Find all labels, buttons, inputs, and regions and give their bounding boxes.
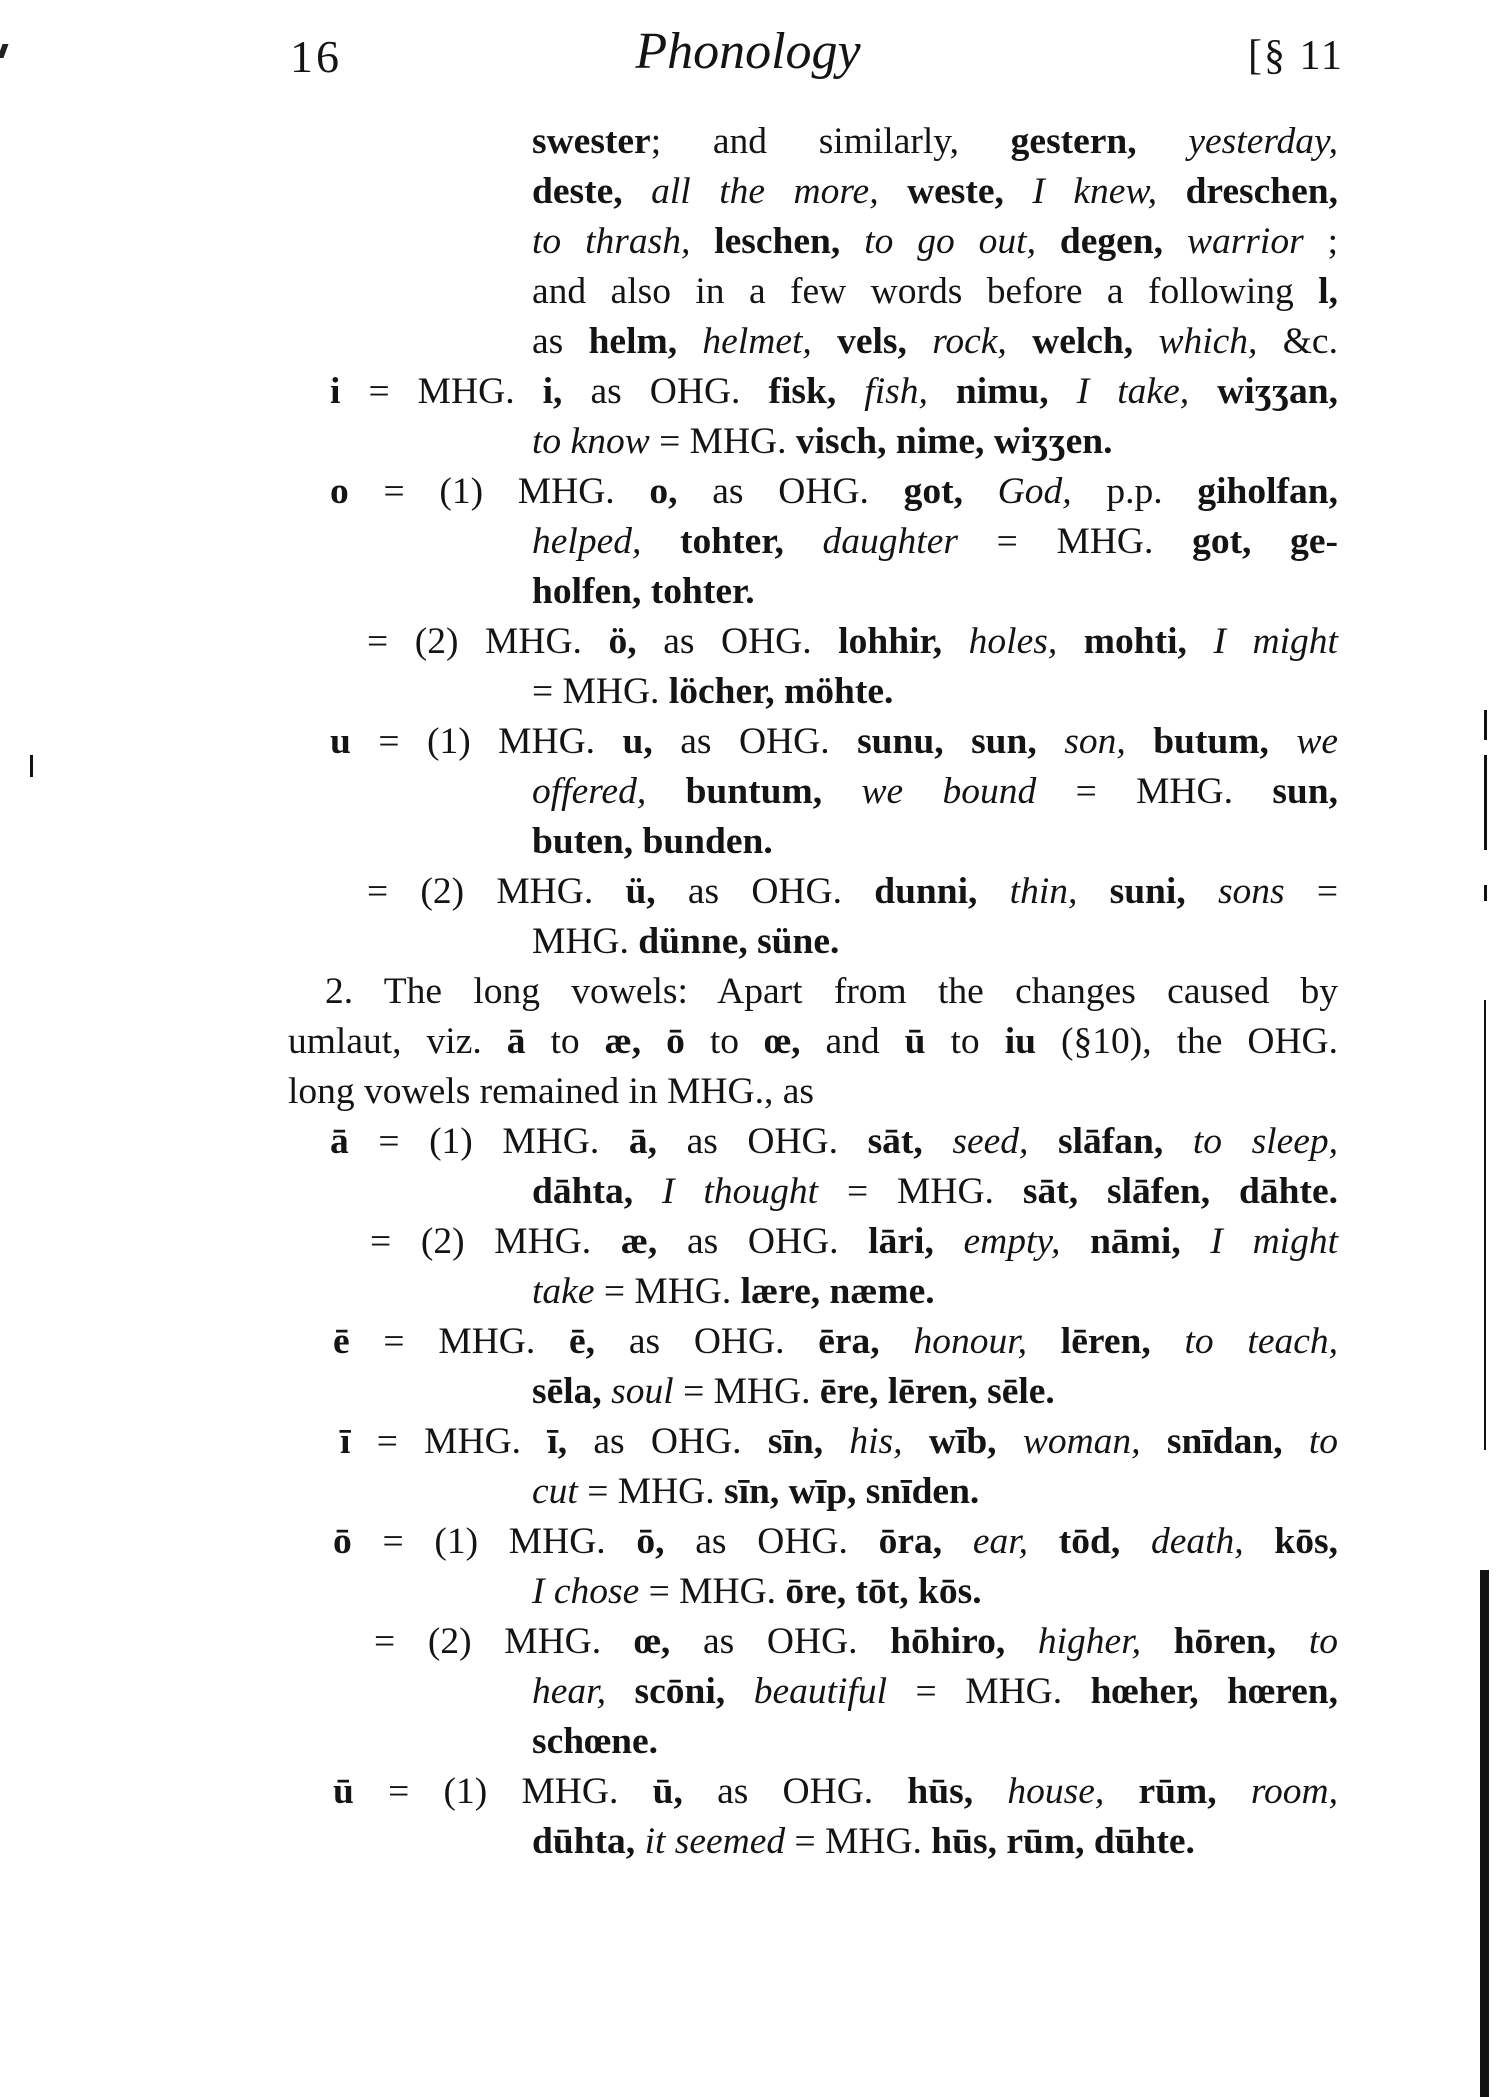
gloss: to know bbox=[532, 421, 650, 462]
scan-edge bbox=[1484, 885, 1487, 901]
bold-form: fisk, bbox=[768, 371, 865, 412]
bold-form: ū bbox=[333, 1771, 354, 1812]
text-run: ; bbox=[1303, 221, 1339, 262]
bold-form: rūm, bbox=[1138, 1771, 1251, 1812]
text-run: = (1) MHG. bbox=[350, 721, 623, 762]
gloss: we bound bbox=[861, 771, 1037, 812]
text-run: as OHG. bbox=[717, 1771, 908, 1812]
bold-form: nimu, bbox=[955, 371, 1077, 412]
gloss: which, bbox=[1158, 321, 1283, 362]
gloss: hear, bbox=[532, 1671, 635, 1712]
gloss: helmet, bbox=[702, 321, 838, 362]
bold-form: sīn, wīp, snīden. bbox=[723, 1471, 980, 1512]
text-run: = MHG. bbox=[1036, 771, 1273, 812]
bold-form: hōhiro, bbox=[890, 1621, 1038, 1662]
bold-form: swester bbox=[532, 121, 651, 162]
scan-edge bbox=[1484, 755, 1487, 850]
text-run: umlaut, viz. bbox=[288, 1021, 507, 1062]
text-run: as OHG. bbox=[686, 1221, 869, 1262]
text-line bbox=[370, 1217, 1338, 1267]
text-run: (§10), the OHG. bbox=[1035, 1021, 1338, 1062]
bold-form: slāfan, bbox=[1057, 1121, 1193, 1162]
text-line bbox=[532, 1817, 1195, 1867]
text-run: = (1) MHG. bbox=[353, 1771, 653, 1812]
text-line bbox=[330, 1117, 1338, 1167]
bold-form: æ, bbox=[620, 1221, 687, 1262]
gloss: we bbox=[1296, 721, 1339, 762]
bold-form: dreschen, bbox=[1185, 171, 1338, 212]
bold-form: dünne, süne. bbox=[638, 921, 840, 962]
gloss: I might bbox=[1210, 1221, 1338, 1262]
gloss: all the more, bbox=[651, 171, 908, 212]
bold-form: ū, bbox=[652, 1771, 718, 1812]
bold-form: ī bbox=[340, 1421, 351, 1462]
text-line bbox=[340, 1417, 1338, 1467]
text-run: = MHG. bbox=[350, 1421, 548, 1462]
bold-form: leschen, bbox=[714, 221, 865, 262]
text-run: = MHG. bbox=[887, 1671, 1091, 1712]
text-line bbox=[532, 267, 1338, 317]
text-run: long vowels remained in MHG., as bbox=[288, 1071, 814, 1112]
bold-form: sunu, sun, bbox=[857, 721, 1065, 762]
gloss: God, bbox=[997, 471, 1107, 512]
bold-form: ā bbox=[330, 1121, 349, 1162]
text-run: as OHG. bbox=[680, 721, 858, 762]
bold-form: sāt, bbox=[867, 1121, 953, 1162]
text-line bbox=[532, 1267, 935, 1317]
text-run: as OHG. bbox=[687, 871, 875, 912]
text-run: as OHG. bbox=[702, 1621, 891, 1662]
text-run: = MHG. bbox=[639, 1571, 786, 1612]
bold-form: suni, bbox=[1109, 871, 1218, 912]
text-line bbox=[532, 917, 839, 967]
text-line bbox=[532, 117, 1338, 167]
scan-edge bbox=[1480, 1570, 1489, 2097]
text-line bbox=[532, 1717, 658, 1767]
scan-edge bbox=[1484, 1000, 1486, 1450]
text-line bbox=[532, 567, 755, 617]
text-line bbox=[367, 867, 1338, 917]
text-run: as OHG. bbox=[663, 621, 839, 662]
gloss: to sleep, bbox=[1192, 1121, 1338, 1162]
bold-form: u bbox=[330, 721, 351, 762]
text-run: = (2) MHG. bbox=[374, 1621, 634, 1662]
bold-form: sun, bbox=[1272, 771, 1338, 812]
bold-form: ēre, lēren, sēle. bbox=[819, 1371, 1055, 1412]
bold-form: scōni, bbox=[634, 1671, 754, 1712]
bold-form: ū bbox=[904, 1021, 926, 1062]
bold-form: hœher, hœren, bbox=[1090, 1671, 1339, 1712]
bold-form: ō bbox=[333, 1521, 352, 1562]
gloss: his, bbox=[849, 1421, 929, 1462]
text-run: = bbox=[1284, 871, 1338, 912]
text-run: as OHG. bbox=[628, 1321, 819, 1362]
bold-form: deste, bbox=[532, 171, 652, 212]
gloss: to bbox=[1308, 1421, 1339, 1462]
bold-form: weste, bbox=[907, 171, 1033, 212]
text-run: and bbox=[825, 1021, 905, 1062]
text-line bbox=[532, 217, 1338, 267]
gloss: I chose bbox=[532, 1571, 640, 1612]
text-run: as OHG. bbox=[695, 1521, 879, 1562]
text-run: &c. bbox=[1282, 321, 1338, 362]
text-line bbox=[532, 1667, 1338, 1717]
text-run: = (1) MHG. bbox=[351, 1521, 637, 1562]
text-line bbox=[532, 667, 893, 717]
gloss: house, bbox=[1007, 1771, 1139, 1812]
gloss: sons bbox=[1217, 871, 1285, 912]
gloss: son, bbox=[1064, 721, 1154, 762]
text-line bbox=[532, 767, 1338, 817]
text-run: as bbox=[532, 321, 589, 362]
stray-mark bbox=[30, 755, 33, 777]
text-line bbox=[532, 517, 1338, 567]
text-line bbox=[288, 1017, 1338, 1067]
gloss: it seemed bbox=[644, 1821, 786, 1862]
running-header bbox=[0, 22, 1496, 92]
bold-form: got, ge- bbox=[1192, 521, 1338, 562]
gloss: soul bbox=[611, 1371, 674, 1412]
text-run: as OHG. bbox=[686, 1121, 868, 1162]
text-line bbox=[333, 1517, 1338, 1567]
bold-form: got, bbox=[903, 471, 998, 512]
bold-form: o, bbox=[649, 471, 713, 512]
bold-form: buten, bunden. bbox=[532, 821, 773, 862]
text-run: = MHG. bbox=[349, 1321, 570, 1362]
bold-form: ōre, tōt, kōs. bbox=[785, 1571, 982, 1612]
text-run: = MHG. bbox=[785, 1821, 932, 1862]
bold-form: ōra, bbox=[878, 1521, 973, 1562]
bold-form: i bbox=[330, 371, 341, 412]
text-line bbox=[532, 1467, 979, 1517]
scan-edge bbox=[1484, 710, 1487, 740]
bold-form: l, bbox=[1318, 271, 1338, 312]
gloss: woman, bbox=[1022, 1421, 1167, 1462]
bold-form: ēra, bbox=[818, 1321, 914, 1362]
gloss: helped, bbox=[532, 521, 681, 562]
bold-form: degen, bbox=[1059, 221, 1187, 262]
text-run: = (2) MHG. bbox=[367, 621, 609, 662]
bold-form: wīb, bbox=[928, 1421, 1023, 1462]
bold-form: sīn, bbox=[767, 1421, 850, 1462]
bold-form: ö, bbox=[608, 621, 664, 662]
bold-form: o bbox=[330, 471, 349, 512]
gloss: higher, bbox=[1037, 1621, 1174, 1662]
bold-form: vels, bbox=[837, 321, 933, 362]
bold-form: mohti, bbox=[1083, 621, 1214, 662]
bold-form: æ, ō bbox=[604, 1021, 685, 1062]
text-line bbox=[330, 367, 1338, 417]
bold-form: hōren, bbox=[1173, 1621, 1309, 1662]
bold-form: sāt, slāfen, dāhte. bbox=[1022, 1171, 1339, 1212]
bold-form: giholfan, bbox=[1197, 471, 1339, 512]
section-marker: [§ 11 bbox=[1248, 33, 1344, 79]
bold-form: sēla, bbox=[532, 1371, 612, 1412]
bold-form: welch, bbox=[1032, 321, 1159, 362]
text-run: as OHG. bbox=[590, 371, 769, 412]
text-line bbox=[532, 417, 1113, 467]
text-line bbox=[532, 817, 773, 867]
gloss: fish, bbox=[864, 371, 956, 412]
bold-form: visch, nime, wiʒʒen. bbox=[795, 421, 1113, 462]
gloss: daughter bbox=[822, 521, 958, 562]
gloss: to thrash, bbox=[532, 221, 715, 262]
text-run: = MHG. bbox=[340, 371, 543, 412]
text-run: to bbox=[684, 1021, 765, 1062]
bold-form: lēren, bbox=[1060, 1321, 1185, 1362]
bold-form: tōd, bbox=[1058, 1521, 1151, 1562]
bold-form: dāhta, bbox=[532, 1171, 663, 1212]
gloss: I might bbox=[1213, 621, 1338, 662]
gloss: thin, bbox=[1009, 871, 1110, 912]
text-line bbox=[367, 617, 1338, 667]
gloss: offered, bbox=[532, 771, 686, 812]
gloss: holes, bbox=[968, 621, 1084, 662]
bold-form: wiʒʒan, bbox=[1217, 371, 1339, 412]
bold-form: lāri, bbox=[868, 1221, 964, 1262]
text-line bbox=[333, 1317, 1338, 1367]
bold-form: ā bbox=[506, 1021, 526, 1062]
bold-form: schœne. bbox=[532, 1721, 659, 1762]
text-line bbox=[333, 1767, 1338, 1817]
text-run: = (1) MHG. bbox=[348, 471, 650, 512]
bold-form: ā, bbox=[628, 1121, 687, 1162]
gloss: empty, bbox=[963, 1221, 1091, 1262]
bold-form: dunni, bbox=[874, 871, 1010, 912]
bold-form: dūhta, bbox=[532, 1821, 645, 1862]
bold-form: buntum, bbox=[685, 771, 862, 812]
gloss: to teach, bbox=[1184, 1321, 1339, 1362]
bold-form: u, bbox=[622, 721, 681, 762]
bold-form: lære, næme. bbox=[740, 1271, 935, 1312]
gloss: rock, bbox=[932, 321, 1033, 362]
text-line bbox=[532, 1367, 1055, 1417]
text-line bbox=[325, 967, 1338, 1017]
gloss: warrior bbox=[1186, 221, 1304, 262]
bold-form: lohhir, bbox=[838, 621, 969, 662]
text-run: ; and similarly, bbox=[650, 121, 1011, 162]
gloss: seed, bbox=[952, 1121, 1058, 1162]
bold-form: ō, bbox=[636, 1521, 696, 1562]
bold-form: i, bbox=[542, 371, 591, 412]
text-line bbox=[374, 1617, 1338, 1667]
text-line bbox=[330, 467, 1338, 517]
text-line bbox=[330, 717, 1338, 767]
text-run: = (1) MHG. bbox=[348, 1121, 629, 1162]
bold-form: œ, bbox=[633, 1621, 703, 1662]
text-run: as OHG. bbox=[593, 1421, 768, 1462]
text-run: = MHG. bbox=[594, 1271, 741, 1312]
gloss: I knew, bbox=[1032, 171, 1186, 212]
gloss: take bbox=[532, 1271, 595, 1312]
text-run: = MHG. bbox=[818, 1171, 1023, 1212]
gloss: death, bbox=[1150, 1521, 1275, 1562]
text-run: = MHG. bbox=[649, 421, 796, 462]
bold-form: iu bbox=[1004, 1021, 1036, 1062]
bold-form: holfen, tohter. bbox=[532, 571, 755, 612]
bold-form: hūs, rūm, dūhte. bbox=[931, 1821, 1195, 1862]
text-line bbox=[532, 1167, 1338, 1217]
text-run: = MHG. bbox=[673, 1371, 820, 1412]
text-line bbox=[532, 1567, 982, 1617]
gloss: ear, bbox=[972, 1521, 1059, 1562]
bold-form: ē bbox=[333, 1321, 350, 1362]
text-run: = (2) MHG. bbox=[370, 1221, 621, 1262]
bold-form: ī, bbox=[547, 1421, 594, 1462]
text-run: and also in a few words before a following bbox=[532, 271, 1319, 312]
gloss: to go out, bbox=[864, 221, 1060, 262]
bold-form: snīdan, bbox=[1166, 1421, 1309, 1462]
gloss: I thought bbox=[662, 1171, 819, 1212]
running-title: Phonology bbox=[635, 23, 861, 80]
bold-form: helm, bbox=[588, 321, 703, 362]
gloss: to bbox=[1308, 1621, 1339, 1662]
text-line bbox=[532, 167, 1338, 217]
text-run: 2. The long vowels: Apart from the changes caused by bbox=[325, 971, 1338, 1012]
text-run: MHG. bbox=[532, 921, 639, 962]
text-line bbox=[532, 317, 1338, 367]
bold-form: kōs, bbox=[1274, 1521, 1338, 1562]
gloss: I take, bbox=[1076, 371, 1218, 412]
text-run: = (2) MHG. bbox=[367, 871, 626, 912]
text-run: = MHG. bbox=[577, 1471, 724, 1512]
text-run: p.p. bbox=[1106, 471, 1198, 512]
bold-form: butum, bbox=[1153, 721, 1297, 762]
text-run: to bbox=[525, 1021, 605, 1062]
page-number: 16 bbox=[290, 31, 342, 82]
gloss: room, bbox=[1250, 1771, 1338, 1812]
bold-form: tohter, bbox=[680, 521, 823, 562]
gloss: yesterday, bbox=[1188, 121, 1338, 162]
bold-form: ē, bbox=[569, 1321, 629, 1362]
bold-form: ü, bbox=[625, 871, 688, 912]
text-run: as OHG. bbox=[712, 471, 904, 512]
text-run: to bbox=[925, 1021, 1005, 1062]
bold-form: hūs, bbox=[907, 1771, 1008, 1812]
bold-form: gestern, bbox=[1010, 121, 1189, 162]
gloss: honour, bbox=[913, 1321, 1061, 1362]
gloss: beautiful bbox=[753, 1671, 888, 1712]
bold-form: œ, bbox=[764, 1021, 826, 1062]
gloss: cut bbox=[532, 1471, 578, 1512]
text-run: = MHG. bbox=[532, 671, 669, 712]
text-line bbox=[288, 1067, 814, 1117]
bold-form: löcher, möhte. bbox=[668, 671, 894, 712]
bold-form: nāmi, bbox=[1090, 1221, 1211, 1262]
text-run: = MHG. bbox=[957, 521, 1193, 562]
